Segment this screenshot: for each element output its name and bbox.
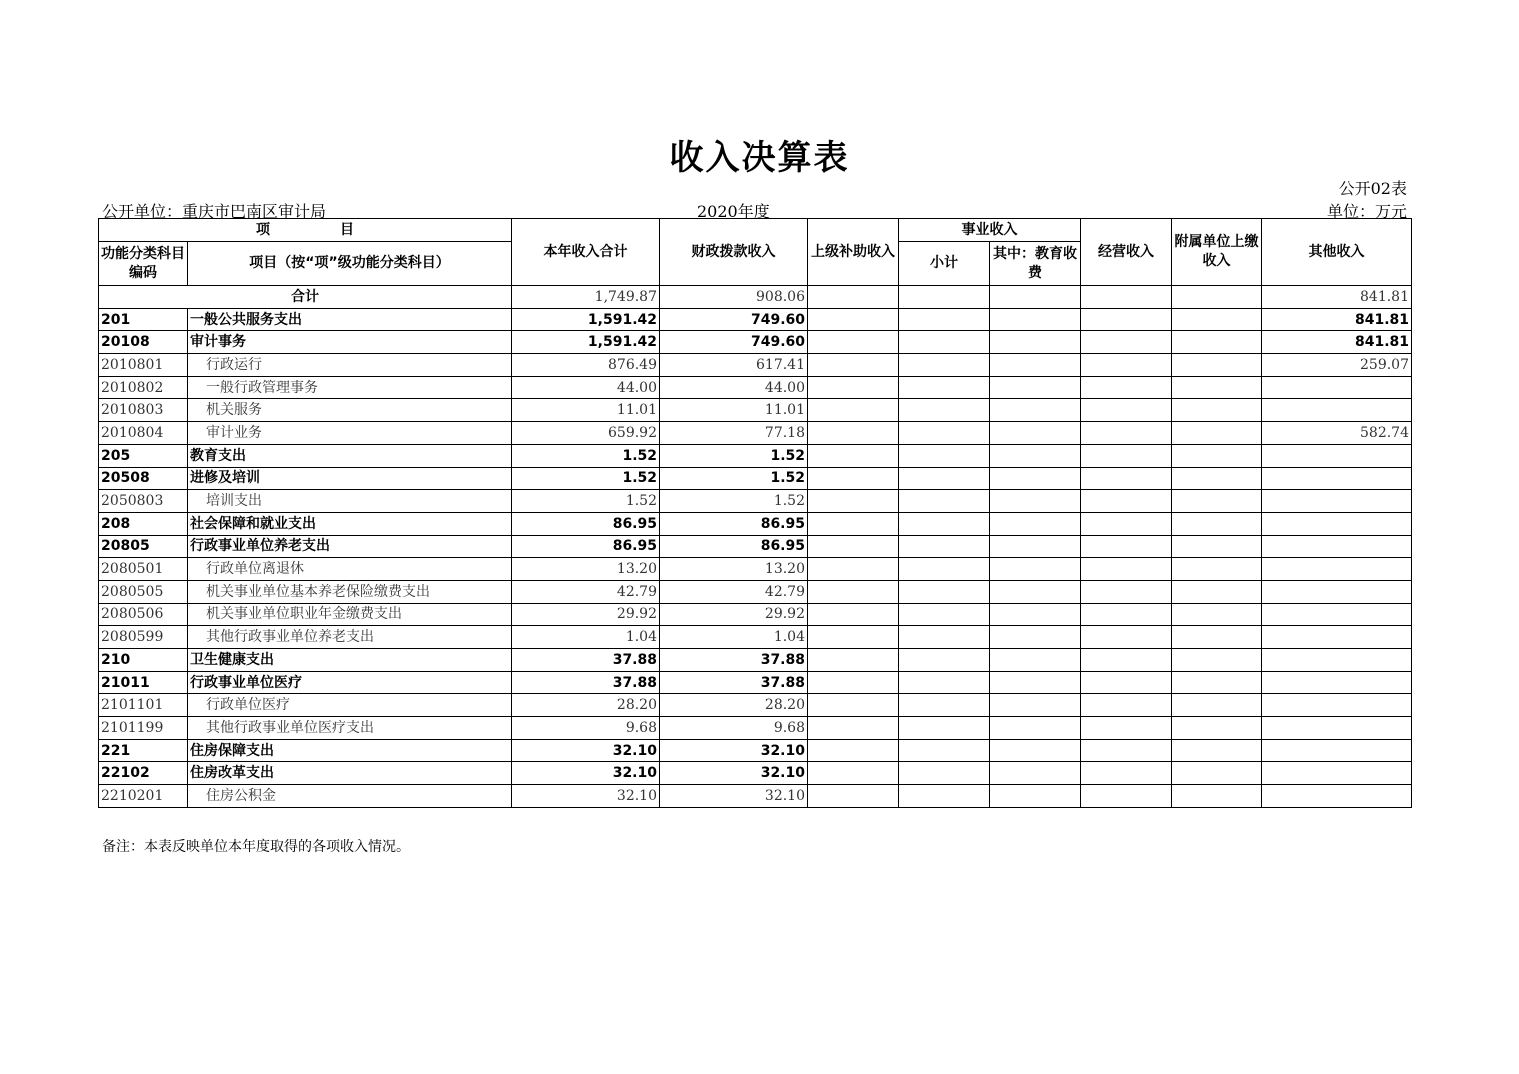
- cell-other: [1262, 717, 1412, 740]
- cell-upper: [808, 331, 899, 354]
- table-row: [99, 558, 1412, 581]
- sum-edu: [990, 286, 1081, 309]
- cell-fiscal: 11.01: [660, 399, 808, 422]
- table-row: [99, 376, 1412, 399]
- cell-code: 221: [99, 739, 188, 762]
- cell-total: 32.10: [512, 739, 660, 762]
- cell-code: 20108: [99, 331, 188, 354]
- header-upper: 上级补助收入: [808, 219, 899, 286]
- cell-total: 1.04: [512, 626, 660, 649]
- cell-total: 32.10: [512, 762, 660, 785]
- cell-operating: [1081, 467, 1172, 490]
- cell-affiliate: [1172, 580, 1262, 603]
- cell-total: 86.95: [512, 535, 660, 558]
- cell-name: 机关事业单位基本养老保险缴费支出: [188, 580, 512, 603]
- cell-upper: [808, 467, 899, 490]
- cell-subtotal: [899, 308, 990, 331]
- footnote: 备注：本表反映单位本年度取得的各项收入情况。: [102, 839, 410, 855]
- cell-edu: [990, 512, 1081, 535]
- cell-edu: [990, 626, 1081, 649]
- header-operating: 经营收入: [1081, 219, 1172, 286]
- cell-code: 20508: [99, 467, 188, 490]
- cell-name: 住房公积金: [188, 785, 512, 808]
- cell-affiliate: [1172, 603, 1262, 626]
- cell-fiscal: 86.95: [660, 535, 808, 558]
- cell-affiliate: [1172, 739, 1262, 762]
- cell-operating: [1081, 558, 1172, 581]
- cell-name: 进修及培训: [188, 467, 512, 490]
- cell-affiliate: [1172, 694, 1262, 717]
- cell-total: 29.92: [512, 603, 660, 626]
- cell-edu: [990, 376, 1081, 399]
- cell-name: 行政事业单位医疗: [188, 671, 512, 694]
- reporting-unit: 公开单位：重庆市巴南区审计局: [102, 202, 327, 221]
- cell-operating: [1081, 694, 1172, 717]
- cell-operating: [1081, 490, 1172, 513]
- table-row: [99, 535, 1412, 558]
- cell-total: 9.68: [512, 717, 660, 740]
- cell-operating: [1081, 331, 1172, 354]
- cell-other: [1262, 444, 1412, 467]
- cell-total: 1.52: [512, 444, 660, 467]
- cell-upper: [808, 603, 899, 626]
- cell-other: [1262, 467, 1412, 490]
- cell-total: 44.00: [512, 376, 660, 399]
- cell-name: 行政事业单位养老支出: [188, 535, 512, 558]
- cell-operating: [1081, 399, 1172, 422]
- table-row: [99, 785, 1412, 808]
- cell-fiscal: 749.60: [660, 308, 808, 331]
- cell-edu: [990, 467, 1081, 490]
- cell-affiliate: [1172, 717, 1262, 740]
- cell-subtotal: [899, 785, 990, 808]
- cell-operating: [1081, 308, 1172, 331]
- header-subtotal: 小计: [899, 242, 990, 286]
- table-number: 公开02表: [1338, 179, 1407, 198]
- cell-code: 201: [99, 308, 188, 331]
- cell-operating: [1081, 422, 1172, 445]
- cell-fiscal: 29.92: [660, 603, 808, 626]
- report-title: 收入决算表: [669, 138, 850, 178]
- fiscal-year: 2020年度: [697, 202, 770, 221]
- cell-name: 行政单位医疗: [188, 694, 512, 717]
- cell-total: 42.79: [512, 580, 660, 603]
- header-code: 功能分类科目编码: [99, 242, 188, 286]
- cell-fiscal: 9.68: [660, 717, 808, 740]
- table-row: [99, 512, 1412, 535]
- cell-upper: [808, 739, 899, 762]
- sum-subtotal: [899, 286, 990, 309]
- cell-total: 1.52: [512, 467, 660, 490]
- cell-fiscal: 13.20: [660, 558, 808, 581]
- header-total: 本年收入合计: [512, 219, 660, 286]
- cell-affiliate: [1172, 308, 1262, 331]
- cell-fiscal: 1.52: [660, 467, 808, 490]
- cell-subtotal: [899, 762, 990, 785]
- cell-fiscal: 86.95: [660, 512, 808, 535]
- cell-operating: [1081, 580, 1172, 603]
- table-row: [99, 331, 1412, 354]
- cell-operating: [1081, 512, 1172, 535]
- cell-total: 659.92: [512, 422, 660, 445]
- cell-upper: [808, 558, 899, 581]
- sum-other: 841.81: [1262, 286, 1412, 309]
- cell-fiscal: 77.18: [660, 422, 808, 445]
- cell-fiscal: 1.04: [660, 626, 808, 649]
- cell-code: 2010802: [99, 376, 188, 399]
- cell-total: 37.88: [512, 649, 660, 672]
- cell-edu: [990, 603, 1081, 626]
- cell-upper: [808, 399, 899, 422]
- cell-upper: [808, 671, 899, 694]
- cell-operating: [1081, 671, 1172, 694]
- cell-affiliate: [1172, 626, 1262, 649]
- cell-code: 22102: [99, 762, 188, 785]
- cell-code: 2050803: [99, 490, 188, 513]
- cell-edu: [990, 399, 1081, 422]
- cell-name: 一般行政管理事务: [188, 376, 512, 399]
- cell-subtotal: [899, 399, 990, 422]
- cell-operating: [1081, 444, 1172, 467]
- table-row: [99, 422, 1412, 445]
- cell-edu: [990, 762, 1081, 785]
- cell-name: 行政单位离退休: [188, 558, 512, 581]
- cell-upper: [808, 626, 899, 649]
- table-row: [99, 399, 1412, 422]
- cell-edu: [990, 444, 1081, 467]
- cell-upper: [808, 422, 899, 445]
- cell-fiscal: 32.10: [660, 785, 808, 808]
- cell-other: [1262, 671, 1412, 694]
- cell-name: 审计业务: [188, 422, 512, 445]
- cell-operating: [1081, 785, 1172, 808]
- sum-label: 合计: [99, 286, 512, 309]
- cell-operating: [1081, 649, 1172, 672]
- cell-affiliate: [1172, 422, 1262, 445]
- cell-other: [1262, 399, 1412, 422]
- cell-subtotal: [899, 717, 990, 740]
- cell-fiscal: 37.88: [660, 649, 808, 672]
- sum-row: [99, 286, 1412, 309]
- cell-name: 机关事业单位职业年金缴费支出: [188, 603, 512, 626]
- cell-name: 住房保障支出: [188, 739, 512, 762]
- cell-upper: [808, 649, 899, 672]
- table-row: [99, 308, 1412, 331]
- header-edu: 其中：教育收费: [990, 242, 1081, 286]
- cell-total: 13.20: [512, 558, 660, 581]
- cell-name: 行政运行: [188, 354, 512, 377]
- cell-code: 2010801: [99, 354, 188, 377]
- cell-affiliate: [1172, 512, 1262, 535]
- cell-edu: [990, 580, 1081, 603]
- cell-operating: [1081, 717, 1172, 740]
- cell-other: 841.81: [1262, 308, 1412, 331]
- cell-fiscal: 42.79: [660, 580, 808, 603]
- cell-fiscal: 37.88: [660, 671, 808, 694]
- cell-affiliate: [1172, 331, 1262, 354]
- cell-other: [1262, 558, 1412, 581]
- cell-other: [1262, 603, 1412, 626]
- cell-other: 259.07: [1262, 354, 1412, 377]
- cell-edu: [990, 649, 1081, 672]
- cell-name: 其他行政事业单位养老支出: [188, 626, 512, 649]
- sum-total: 1,749.87: [512, 286, 660, 309]
- header-item: 项 目: [99, 219, 512, 242]
- cell-upper: [808, 444, 899, 467]
- cell-subtotal: [899, 649, 990, 672]
- cell-edu: [990, 671, 1081, 694]
- cell-affiliate: [1172, 762, 1262, 785]
- cell-upper: [808, 717, 899, 740]
- cell-edu: [990, 308, 1081, 331]
- cell-operating: [1081, 762, 1172, 785]
- cell-subtotal: [899, 603, 990, 626]
- sum-affiliate: [1172, 286, 1262, 309]
- table-row: [99, 490, 1412, 513]
- cell-name: 其他行政事业单位医疗支出: [188, 717, 512, 740]
- cell-name: 一般公共服务支出: [188, 308, 512, 331]
- currency-unit: 单位：万元: [1326, 202, 1407, 221]
- cell-affiliate: [1172, 535, 1262, 558]
- cell-subtotal: [899, 535, 990, 558]
- table-row: [99, 580, 1412, 603]
- cell-affiliate: [1172, 467, 1262, 490]
- cell-other: [1262, 785, 1412, 808]
- table-row: [99, 626, 1412, 649]
- cell-code: 2080506: [99, 603, 188, 626]
- cell-fiscal: 28.20: [660, 694, 808, 717]
- table-row: [99, 603, 1412, 626]
- cell-other: [1262, 580, 1412, 603]
- cell-subtotal: [899, 671, 990, 694]
- cell-upper: [808, 580, 899, 603]
- cell-edu: [990, 422, 1081, 445]
- table-row: [99, 354, 1412, 377]
- table-row: [99, 649, 1412, 672]
- cell-code: 2101199: [99, 717, 188, 740]
- cell-operating: [1081, 535, 1172, 558]
- cell-code: 20805: [99, 535, 188, 558]
- cell-edu: [990, 694, 1081, 717]
- cell-affiliate: [1172, 785, 1262, 808]
- cell-upper: [808, 354, 899, 377]
- sum-upper: [808, 286, 899, 309]
- cell-other: [1262, 626, 1412, 649]
- cell-name: 培训支出: [188, 490, 512, 513]
- header-fiscal: 财政拨款收入: [660, 219, 808, 286]
- cell-subtotal: [899, 580, 990, 603]
- cell-edu: [990, 535, 1081, 558]
- cell-code: 21011: [99, 671, 188, 694]
- cell-subtotal: [899, 490, 990, 513]
- cell-name: 社会保障和就业支出: [188, 512, 512, 535]
- cell-edu: [990, 785, 1081, 808]
- cell-affiliate: [1172, 649, 1262, 672]
- cell-affiliate: [1172, 399, 1262, 422]
- cell-operating: [1081, 626, 1172, 649]
- cell-other: [1262, 649, 1412, 672]
- cell-total: 876.49: [512, 354, 660, 377]
- cell-other: [1262, 376, 1412, 399]
- cell-affiliate: [1172, 376, 1262, 399]
- header-name: 项目（按“项”级功能分类科目）: [188, 242, 512, 286]
- cell-code: 2080505: [99, 580, 188, 603]
- cell-code: 2010804: [99, 422, 188, 445]
- cell-subtotal: [899, 376, 990, 399]
- cell-operating: [1081, 354, 1172, 377]
- cell-total: 1.52: [512, 490, 660, 513]
- cell-subtotal: [899, 354, 990, 377]
- cell-subtotal: [899, 739, 990, 762]
- header-business: 事业收入: [899, 219, 1081, 242]
- cell-other: [1262, 694, 1412, 717]
- cell-subtotal: [899, 512, 990, 535]
- cell-fiscal: 749.60: [660, 331, 808, 354]
- cell-edu: [990, 490, 1081, 513]
- cell-subtotal: [899, 467, 990, 490]
- cell-upper: [808, 762, 899, 785]
- cell-upper: [808, 694, 899, 717]
- cell-affiliate: [1172, 444, 1262, 467]
- cell-total: 37.88: [512, 671, 660, 694]
- cell-other: [1262, 490, 1412, 513]
- cell-other: [1262, 762, 1412, 785]
- cell-upper: [808, 490, 899, 513]
- cell-other: [1262, 535, 1412, 558]
- cell-edu: [990, 717, 1081, 740]
- table-row: [99, 762, 1412, 785]
- cell-affiliate: [1172, 354, 1262, 377]
- table-row: [99, 444, 1412, 467]
- cell-other: [1262, 739, 1412, 762]
- header-affiliate: 附属单位上缴收入: [1172, 219, 1262, 286]
- cell-operating: [1081, 376, 1172, 399]
- cell-code: 208: [99, 512, 188, 535]
- cell-edu: [990, 331, 1081, 354]
- cell-total: 32.10: [512, 785, 660, 808]
- cell-subtotal: [899, 558, 990, 581]
- cell-code: 2210201: [99, 785, 188, 808]
- cell-name: 教育支出: [188, 444, 512, 467]
- cell-code: 2080599: [99, 626, 188, 649]
- cell-operating: [1081, 739, 1172, 762]
- cell-affiliate: [1172, 558, 1262, 581]
- cell-fiscal: 617.41: [660, 354, 808, 377]
- cell-total: 1,591.42: [512, 308, 660, 331]
- cell-subtotal: [899, 422, 990, 445]
- cell-upper: [808, 376, 899, 399]
- cell-edu: [990, 354, 1081, 377]
- cell-other: 841.81: [1262, 331, 1412, 354]
- cell-fiscal: 1.52: [660, 444, 808, 467]
- cell-subtotal: [899, 444, 990, 467]
- cell-name: 审计事务: [188, 331, 512, 354]
- cell-fiscal: 44.00: [660, 376, 808, 399]
- cell-fiscal: 32.10: [660, 739, 808, 762]
- cell-upper: [808, 512, 899, 535]
- cell-code: 2080501: [99, 558, 188, 581]
- cell-total: 1,591.42: [512, 331, 660, 354]
- cell-total: 11.01: [512, 399, 660, 422]
- cell-name: 卫生健康支出: [188, 649, 512, 672]
- cell-fiscal: 1.52: [660, 490, 808, 513]
- cell-other: [1262, 512, 1412, 535]
- cell-upper: [808, 535, 899, 558]
- cell-affiliate: [1172, 490, 1262, 513]
- cell-subtotal: [899, 626, 990, 649]
- table-row: [99, 717, 1412, 740]
- table-row: [99, 739, 1412, 762]
- table-row: [99, 694, 1412, 717]
- cell-upper: [808, 785, 899, 808]
- cell-total: 86.95: [512, 512, 660, 535]
- cell-subtotal: [899, 694, 990, 717]
- cell-code: 210: [99, 649, 188, 672]
- cell-affiliate: [1172, 671, 1262, 694]
- cell-other: 582.74: [1262, 422, 1412, 445]
- cell-edu: [990, 558, 1081, 581]
- cell-code: 2101101: [99, 694, 188, 717]
- cell-total: 28.20: [512, 694, 660, 717]
- cell-upper: [808, 308, 899, 331]
- income-table: [98, 218, 1412, 808]
- table-row: [99, 671, 1412, 694]
- table-row: [99, 467, 1412, 490]
- cell-name: 机关服务: [188, 399, 512, 422]
- sum-fiscal: 908.06: [660, 286, 808, 309]
- cell-fiscal: 32.10: [660, 762, 808, 785]
- cell-operating: [1081, 603, 1172, 626]
- cell-code: 2010803: [99, 399, 188, 422]
- sum-operating: [1081, 286, 1172, 309]
- cell-name: 住房改革支出: [188, 762, 512, 785]
- cell-code: 205: [99, 444, 188, 467]
- header-other: 其他收入: [1262, 219, 1412, 286]
- cell-subtotal: [899, 331, 990, 354]
- cell-edu: [990, 739, 1081, 762]
